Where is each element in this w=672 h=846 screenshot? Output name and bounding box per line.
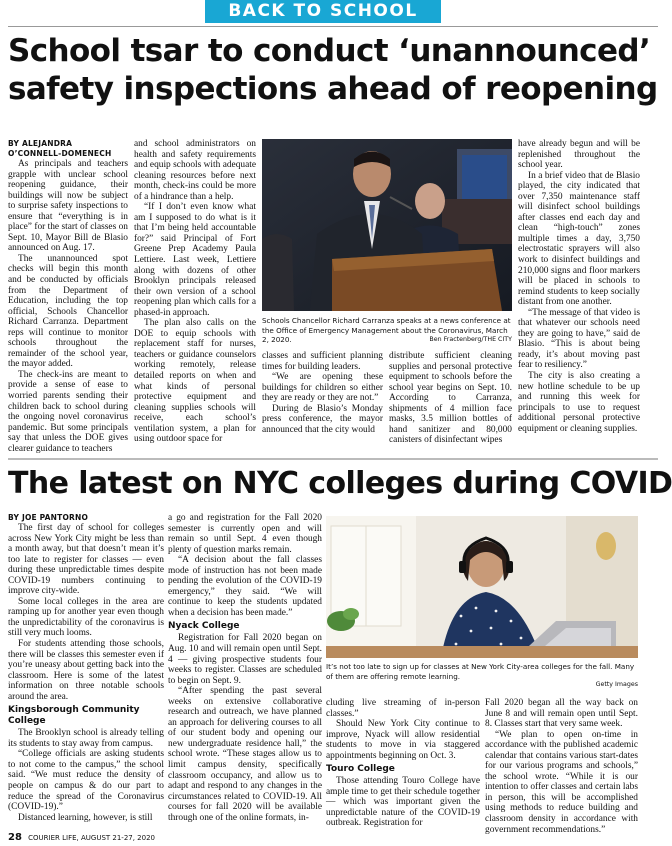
chancellor-photo-illustration xyxy=(262,139,512,311)
paragraph: “After spending the past several weeks on extensive collaborative research and outreach, we have planned an approach for delivering courses to all of our student body and opening our new undergraduate residence hall,” the school wrote. “These stages allow us to limit campus density, specifically classroom occupancy, and allow us to adapt and respond to any changes in the circumstances related to COVID-19. All courses for fall 2020 will be available through one of the online formats, in- xyxy=(168,686,322,823)
paragraph: “The message of that video is that whatever our schools need they are going to have,” said de Blasio. “This is about being ready, it’s about moving past fear to resiliency.” xyxy=(518,307,640,371)
paragraph: The city is also creating a new hotline schedule to be up and running this week for principals to use to request additional personal protective equipment or cleaning supplies. xyxy=(518,371,640,434)
paragraph: In a brief video that de Blasio played, the city indicated that over 7,350 maintenance staff will disinfect school buildings after classes end each day and clean “high-touch” zones multiple times a day, 3,750 electrostatic sprayers will also work to disinfect buildings and 210,000 signs and floor markers will be placed in schools to remind students to keep socially distant from one another. xyxy=(518,170,640,308)
story2-column-4 xyxy=(485,698,638,835)
story-divider xyxy=(8,458,658,460)
paragraph: The first day of school for colleges across New York City might be less than a month away, but that doesn’t mean it’s too late to register for classes — even during these unpredictable times despite COVID-19 numbers continuing to improve city-wide. xyxy=(8,523,164,597)
story1-column-4 xyxy=(389,351,512,461)
story1-column-1 xyxy=(8,139,128,461)
story2-headline: The latest on NYC colleges during COVID xyxy=(8,466,672,501)
story1-headline-line1: School tsar to conduct ‘unannounced’ xyxy=(8,33,651,69)
paragraph: The plan also calls on the DOE to equip schools with replacement staff for nurses, teachers or guidance counselors working remotely, release detailed reports on when and what kinds of personal protective equipment and cleaning supplies schools will receive, each school’s ventilation system, a plan for using outdoor space for xyxy=(134,318,256,445)
story1-column-2 xyxy=(134,139,256,461)
paragraph: “College officials are asking students to not come to the campus,” the school said. “We must reduce the density of people on campus & do our part to reduce the spread of the Coronavirus (COVID-19).” xyxy=(8,749,164,813)
top-rule xyxy=(8,26,658,27)
paragraph: During de Blasio’s Monday press conference, the mayor announced that the city would xyxy=(262,403,383,435)
publication-line: COURIER LIFE, AUGUST 21-27, 2020 xyxy=(28,834,155,842)
paragraph: As principals and teachers grapple with unclear school reopening guidance, their buildings will now be subject to surprise safety inspections to ensure that “everything is in place” for the start of classes on Sept. 10, Mayor Bill de Blasio announced on Aug. 17. xyxy=(8,159,128,254)
story1-headline-line2: safety inspections ahead of reopening xyxy=(8,71,658,107)
story1-byline: BY ALEJANDRA O’CONNELL-DOMENECH xyxy=(8,139,112,158)
paragraph: “A decision about the fall classes mode of instruction has not been made pending the evolution of the COVID-19 emergency,” they said. “We will continue to keep the students updated when a decision has been made.” xyxy=(168,555,322,618)
paragraph: The check-ins are meant to provide a sense of ease to worried parents sending their children back to school during the ongoing novel coronavirus pandemic. But some principals say that unless the DOE gives clearer guidance to teachers xyxy=(8,369,128,454)
paragraph: have already begun and will be replenished throughout the school year. xyxy=(518,139,640,171)
paragraph: “We plan to open on-time in accordance with the published academic calendar that contains various start-dates for our various programs and schools,” the school wrote. “While it is our intention to offer classes and certain labs in person, this will be accomplished using methods to reduce building and classroom density in accordance with government recommendations.” xyxy=(485,729,638,835)
story2-column-3 xyxy=(326,698,480,829)
paragraph: For students attending those schools, there will be classes this semester even if you’re uneasy about getting back into the classroom. Here is some of the latest information on three notable schools around the area. xyxy=(8,639,164,702)
paragraph: Fall 2020 began all the way back on June 8 and will remain open until Sept. 8. Classes start that very same week. xyxy=(485,698,638,730)
paragraph: “If I don’t even know what am I supposed to do what is it that I’m being held accountable for?” said Principal of Fort Greene Prep Academy Paula Lettiere. Last week, Lettiere along with dozens of other Brooklyn principals released their own version of a school reopening plan which calls for a phased-in approach. xyxy=(134,202,256,318)
paragraph: and school administrators on health and safety requirements and equip schools with adequate cleaning resources before next month, check-ins could be more of a hindrance than a help. xyxy=(134,139,256,202)
story1-column-3 xyxy=(262,351,383,461)
story2-byline: BY JOE PANTORNO xyxy=(8,513,89,522)
student-remote-learning-photo xyxy=(326,516,638,658)
paragraph: The Brooklyn school is already telling its students to stay away from campus. xyxy=(8,728,164,749)
subhead-nyack: Nyack College xyxy=(168,621,240,632)
paragraph: Distanced learning, however, is still xyxy=(18,812,153,823)
paragraph: The unannounced spot checks will begin this month and be conducted by officials from the Department of Education, including the top official, Schools Chancellor Richard Carranza. Department reps will continue to monitor schools throughout the remainder of the school year, the mayor added. xyxy=(8,253,128,370)
section-banner: BACK TO SCHOOL xyxy=(205,0,441,23)
story2-column-2 xyxy=(168,513,322,829)
paragraph: Some local colleges in the area are ramping up for another year even though the unpredictability of the coronavirus is still very much looms. xyxy=(8,596,164,639)
story1-column-5 xyxy=(518,139,640,461)
paragraph: Registration for Fall 2020 began on Aug. 10 and will remain open until Sept. 4 — giving prospective students four weeks to register. Classes are scheduled to begin on Sept. 9. xyxy=(168,633,322,686)
paragraph: distribute sufficient cleaning supplies and personal protective equipment to schools before the school year begins on Sept. 10. According to Carranza, shipments of 4 million face masks, 3.5 million bottles of hand sanitizer and 80,000 canisters of disinfectant wipes xyxy=(389,351,512,446)
page-footer xyxy=(8,832,155,844)
story1-photo xyxy=(262,139,512,311)
subhead-touro: Touro College xyxy=(326,764,395,775)
story1-photo-credit: Ben Fractenberg/THE CITY xyxy=(429,336,512,343)
paragraph: Should New York City continue to improve, Nyack will allow residential students to move in via staggered appointments beginning on Oct. 3. xyxy=(326,719,480,761)
paragraph: Those attending Touro College have ample time to get their schedule together — which was important given the unpredictable nature of the COVID-19 outbreak. Registration for xyxy=(326,776,480,829)
paragraph: a go and registration for the Fall 2020 semester is currently open and will remain so until Sept. 4 even though plenty of question marks remain. xyxy=(168,513,322,555)
page-number: 28 xyxy=(8,832,22,843)
story2-column-1 xyxy=(8,513,164,829)
paragraph: cluding live streaming of in-person classes.” xyxy=(326,698,480,719)
paragraph: classes and sufficient planning times for building leaders. xyxy=(262,351,383,372)
story1-photo-caption: Schools Chancellor Richard Carranza speaks at a news conference at the Office of Emergency Management about the Coronavirus, March 2, 2020. xyxy=(262,316,511,344)
subhead-kingsborough: Kingsborough Community College xyxy=(8,705,140,727)
story2-photo xyxy=(326,516,638,658)
story2-photo-credit: Getty Images xyxy=(595,681,638,688)
paragraph: “We are opening these buildings for children so either they are ready or they are not.” xyxy=(262,372,383,404)
story2-photo-caption: It’s not too late to sign up for classes at New York City-area colleges for the fall. Many of them are offering remote learning. xyxy=(326,662,635,681)
